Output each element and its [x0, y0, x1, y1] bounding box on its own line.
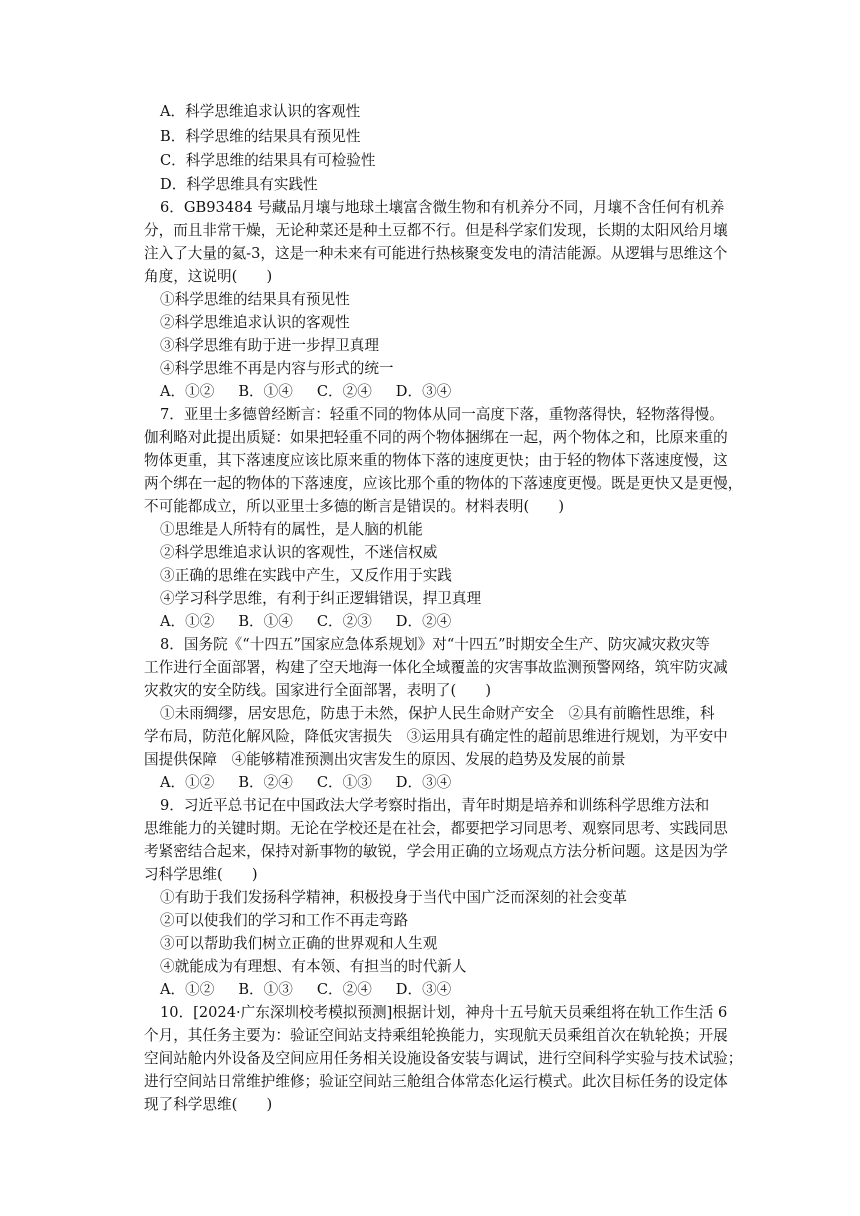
q8-item-line: 国提供保障 ④能够精准预测出灾害发生的原因、发展的趋势及发展的前景 — [144, 751, 626, 768]
q9-stem-line: 考紧密结合起来，保持对新事物的敏锐，学会用正确的立场观点方法分析问题。这是因为学 — [144, 843, 728, 860]
q6-option-d: D．③④ — [395, 383, 452, 400]
q9-item: ③可以帮助我们树立正确的世界观和人生观 — [160, 935, 438, 952]
q9-option-b: B．①③ — [238, 981, 293, 998]
q9-stem-line: 习科学思维( ) — [144, 866, 258, 883]
q6-item: ②科学思维追求认识的客观性 — [160, 314, 350, 331]
q7-option-c: C．②③ — [316, 613, 372, 630]
q7-item: ②科学思维追求认识的客观性，不迷信权威 — [160, 544, 438, 561]
q9-item: ②可以使我们的学习和工作不再走弯路 — [160, 912, 409, 929]
q7-stem-line: 物体更重，其下落速度应该比原来重的物体下落的速度更快；由于轻的物体下落速度慢，这 — [144, 452, 728, 469]
q8-option-d: D．③④ — [395, 774, 452, 791]
q7-stem-line: 7．亚里士多德曾经断言：轻重不同的物体从同一高度下落，重物落得快，轻物落得慢。 — [160, 406, 724, 423]
q6-stem-line: 6．GB93484 号藏品月壤与地球土壤富含微生物和有机养分不同，月壤不含任何有机养 — [160, 199, 725, 216]
q6-item: ③科学思维有助于进一步捍卫真理 — [160, 337, 379, 354]
q6-option-c: C．②④ — [316, 383, 372, 400]
q7-item: ④学习科学思维，有利于纠正逻辑错误，捍卫真理 — [160, 590, 482, 607]
q8-item-line: ①未雨绸缪，居安思危，防患于未然，保护人民生命财产安全 ②具有前瞻性思维，科 — [160, 705, 715, 722]
q9-stem-line: 思维能力的关键时期。无论在学校还是在社会，都要把学习同思考、观察同思考、实践同思 — [144, 820, 728, 837]
q9-stem-line: 9．习近平总书记在中国政法大学考察时指出，青年时期是培养和训练科学思维方法和 — [160, 797, 710, 814]
q5-option-b: B．科学思维的结果具有预见性 — [160, 128, 361, 145]
q7-item: ③正确的思维在实践中产生，又反作用于实践 — [160, 567, 452, 584]
q5-option-a: A．科学思维追求认识的客观性 — [160, 103, 361, 120]
q7-options — [160, 611, 475, 633]
q10-stem-line: 现了科学思维( ) — [144, 1096, 273, 1113]
q6-stem-line: 分，而且非常干燥，无论种菜还是种土豆都不行。但是科学家们发现，长期的太阳风给月壤 — [144, 222, 728, 239]
q6-item: ①科学思维的结果具有预见性 — [160, 291, 350, 308]
q9-option-c: C．②④ — [316, 981, 372, 998]
q6-stem-line: 角度，这说明( ) — [144, 268, 273, 285]
q5-option-d: D．科学思维具有实践性 — [160, 176, 318, 193]
q9-item: ④就能成为有理想、有本领、有担当的时代新人 — [160, 958, 467, 975]
q7-stem-line: 不可能都成立，所以亚里士多德的断言是错误的。材料表明( ) — [144, 498, 565, 515]
q10-stem-line: 空间站舱内外设备及空间应用任务相关设施设备安装与调试，进行空间科学实验与技术试验； — [144, 1050, 743, 1067]
q8-item-line: 学布局，防范化解风险，降低灾害损失 ③运用具有确定性的超前思维进行规划，为平安中 — [144, 728, 728, 745]
q6-option-a: A．①② — [160, 383, 215, 400]
q10-stem-line: 个月，其任务主要为：验证空间站支持乘组轮换能力，实现航天员乘组首次在轨轮换；开展 — [144, 1027, 728, 1044]
q6-options — [160, 381, 475, 403]
q9-option-d: D．③④ — [395, 981, 452, 998]
q8-option-a: A．①② — [160, 774, 215, 791]
q6-option-b: B．①④ — [238, 383, 293, 400]
q10-stem-line: 10．[2024·广东深圳校考模拟预测]根据计划，神舟十五号航天员乘组将在轨工作生活 6 — [160, 1004, 728, 1021]
q9-option-a: A．①② — [160, 981, 215, 998]
q5-option-c: C．科学思维的结果具有可检验性 — [160, 152, 376, 169]
q7-option-d: D．②④ — [395, 613, 452, 630]
q9-item: ①有助于我们发扬科学精神，积极投身于当代中国广泛而深刻的社会变革 — [160, 889, 628, 906]
q8-option-c: C．①③ — [316, 774, 372, 791]
q7-option-a: A．①② — [160, 613, 215, 630]
q8-option-b: B．②④ — [238, 774, 293, 791]
q8-stem-line: 灾救灾的安全防线。国家进行全面部署，表明了( ) — [144, 682, 492, 699]
q7-stem-line: 伽利略对此提出质疑：如果把轻重不同的两个物体捆绑在一起，两个物体之和，比原来重的 — [144, 429, 728, 446]
q7-item: ①思维是人所特有的属性，是人脑的机能 — [160, 521, 423, 538]
q10-stem-line: 进行空间站日常维护维修；验证空间站三舱组合体常态化运行模式。此次目标任务的设定体 — [144, 1073, 728, 1090]
q8-options — [160, 772, 475, 794]
q7-stem-line: 两个绑在一起的物体的下落速度，应该比那个重的物体的下落速度更慢。既是更快又是更慢， — [144, 475, 743, 492]
q6-stem-line: 注入了大量的氦-3，这是一种未来有可能进行热核聚变发电的清洁能源。从逻辑与思维这个 — [144, 245, 728, 262]
q7-option-b: B．①④ — [238, 613, 293, 630]
q8-stem-line: 工作进行全面部署，构建了空天地海一体化全域覆盖的灾害事故监测预警网络，筑牢防灾减 — [144, 659, 728, 676]
q9-options — [160, 979, 475, 1001]
q8-stem-line: 8．国务院《“十四五”国家应急体系规划》对“十四五”时期安全生产、防灾减灾救灾等 — [160, 636, 710, 653]
q6-item: ④科学思维不再是内容与形式的统一 — [160, 360, 394, 377]
